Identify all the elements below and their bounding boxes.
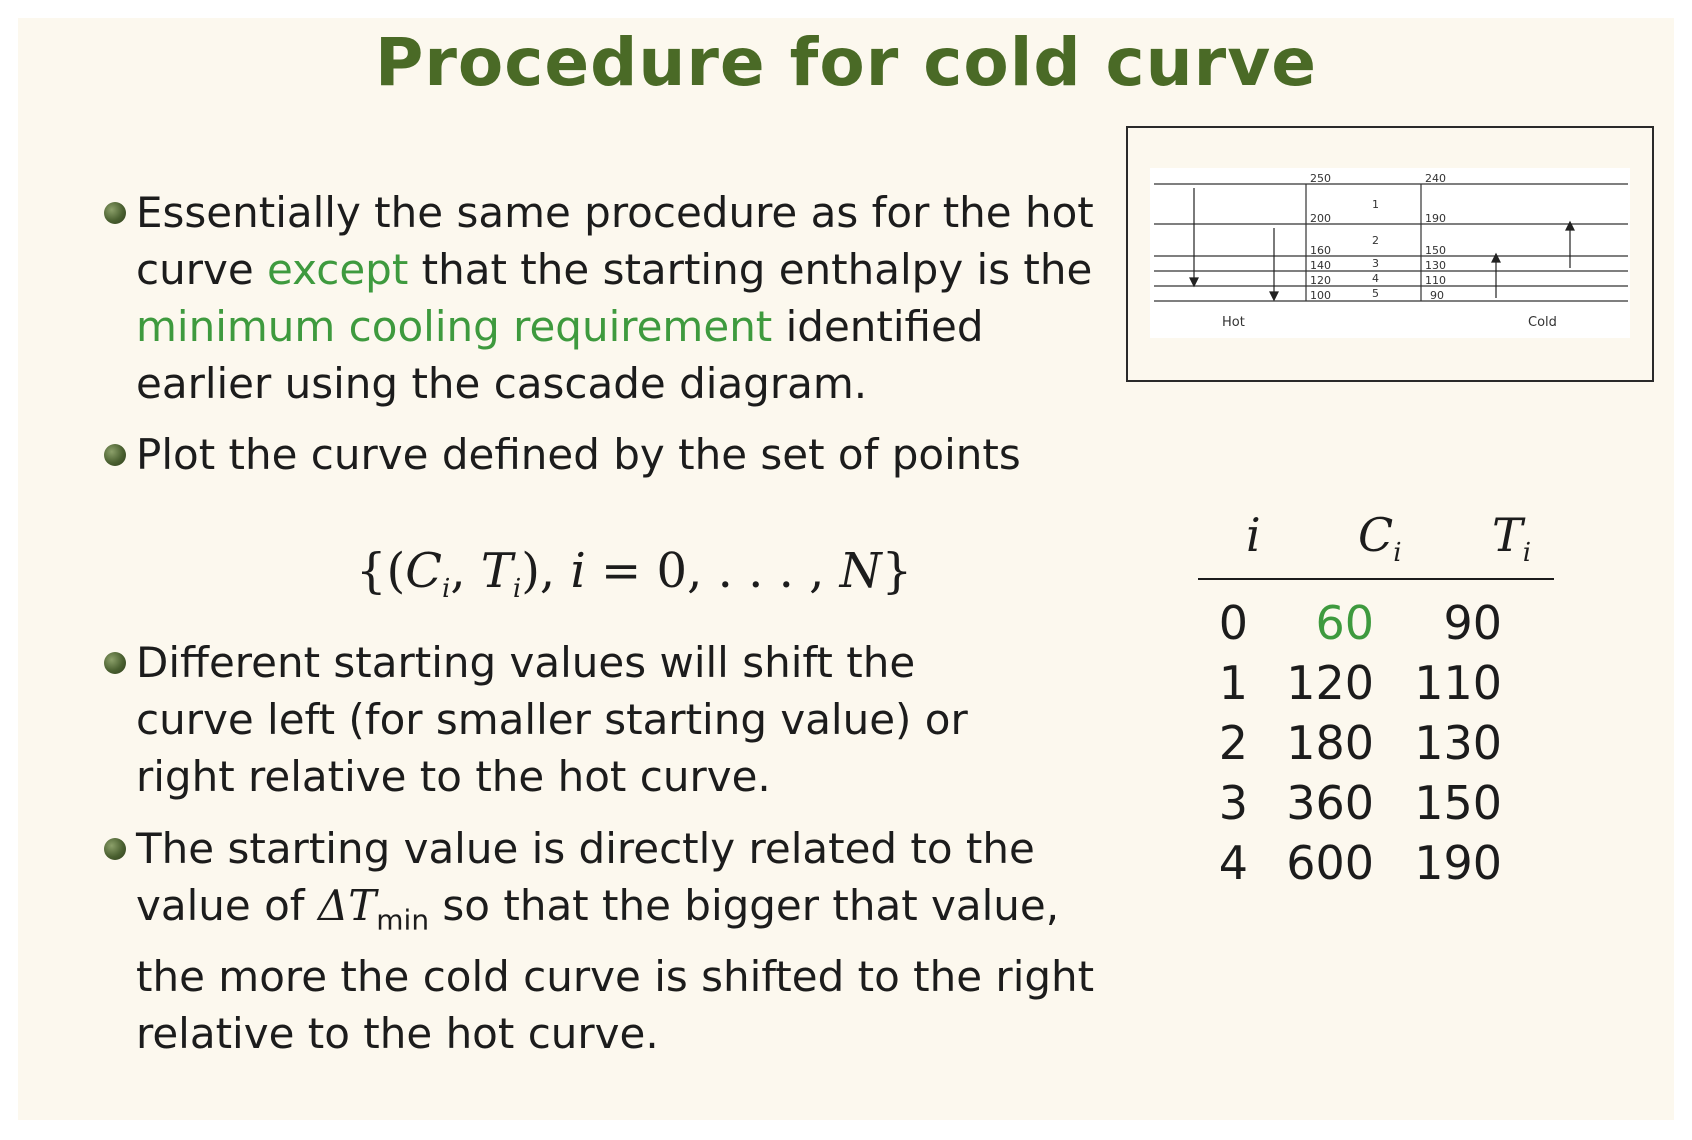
header-t-letter: T — [1492, 508, 1523, 562]
hot-temp-3: 140 — [1310, 259, 1331, 272]
bullet-2-text: Plot the curve defined by the set of points — [136, 430, 1021, 479]
cell-t: 190 — [1414, 836, 1502, 890]
interval-diagram — [1128, 128, 1652, 380]
cell-c: 360 — [1286, 776, 1374, 830]
formula-open: {( — [356, 543, 406, 599]
hot-temp-0: 250 — [1310, 172, 1331, 185]
cell-t: 150 — [1414, 776, 1502, 830]
cold-label: Cold — [1528, 315, 1557, 330]
bullet-4 — [136, 820, 1096, 1062]
interval-label-2: 2 — [1372, 234, 1379, 247]
hot-temp-5: 100 — [1310, 289, 1331, 302]
interval-label-5: 5 — [1372, 287, 1379, 300]
cell-c: 600 — [1286, 836, 1374, 890]
hot-temp-4: 120 — [1310, 274, 1331, 287]
slide-title: Procedure for cold curve — [374, 24, 1317, 101]
cell-c: 60 — [1315, 596, 1374, 650]
hot-temp-2: 160 — [1310, 244, 1331, 257]
header-c-letter: C — [1358, 508, 1394, 562]
header-c — [1358, 508, 1402, 568]
cell-i: 2 — [1218, 716, 1248, 770]
bullet-dot-icon — [104, 838, 126, 860]
bullet-dot-icon — [104, 202, 126, 224]
bullet-4-text-b: so that the bigger that value, the more the cold curve is shifted to the right relative to the hot curve. — [136, 881, 1095, 1059]
cell-c: 120 — [1286, 656, 1374, 710]
formula-close-pair: ), — [521, 543, 571, 599]
interval-label-1: 1 — [1372, 198, 1379, 211]
cold-temp-2: 150 — [1425, 244, 1446, 257]
bullet-4-text-a: The starting value is directly related to the value of — [136, 824, 1035, 930]
bullet-3-text: Different starting values will shift the curve left (for smaller starting value) or right relative to the hot curve. — [136, 638, 968, 801]
formula-i: i — [570, 543, 586, 599]
bullet-1-highlight-requirement: minimum cooling requirement — [136, 302, 773, 351]
bullet-2 — [136, 426, 1096, 483]
hot-label: Hot — [1222, 315, 1245, 330]
slide — [18, 18, 1674, 1120]
interval-label-3: 3 — [1372, 257, 1379, 270]
header-t — [1492, 508, 1531, 568]
cell-t: 110 — [1414, 656, 1502, 710]
bullet-1-highlight-except: except — [267, 245, 409, 294]
formula-n: N — [839, 543, 882, 599]
delta-t-subscript: min — [376, 903, 430, 937]
bullet-3 — [136, 634, 1036, 805]
cell-t: 130 — [1414, 716, 1502, 770]
formula-t: T — [480, 543, 513, 599]
formula-c: C — [405, 543, 442, 599]
bullet-1-text-b: that the starting enthalpy is the — [408, 245, 1093, 294]
cold-temp-3: 130 — [1425, 259, 1446, 272]
cold-temp-4: 110 — [1425, 274, 1446, 287]
formula-t-sub: i — [512, 574, 522, 604]
bullet-dot-icon — [104, 652, 126, 674]
formula-close: } — [881, 543, 913, 599]
cold-temp-1: 190 — [1425, 212, 1446, 225]
bullet-dot-icon — [104, 444, 126, 466]
cold-temp-0: 240 — [1425, 172, 1446, 185]
temperature-interval-figure — [1126, 126, 1654, 382]
cell-i: 1 — [1218, 656, 1248, 710]
formula-comma: , — [450, 543, 481, 599]
header-i: i — [1246, 508, 1261, 562]
cold-temp-5: 90 — [1430, 289, 1444, 302]
cell-t: 90 — [1443, 596, 1502, 650]
table-header-rule — [1198, 578, 1554, 580]
delta-t-symbol: ΔT — [317, 881, 377, 930]
cell-i: 0 — [1218, 596, 1248, 650]
hot-temp-1: 200 — [1310, 212, 1331, 225]
cell-i: 4 — [1218, 836, 1248, 890]
cell-i: 3 — [1218, 776, 1248, 830]
cell-c: 180 — [1286, 716, 1374, 770]
interval-label-4: 4 — [1372, 272, 1379, 285]
point-set-formula — [356, 543, 912, 604]
formula-rest: = 0, . . . , — [585, 543, 840, 599]
header-t-sub: i — [1522, 538, 1532, 568]
bullet-1-text-a: Essentially the same procedure as for the hot curve — [136, 188, 1094, 294]
header-c-sub: i — [1393, 538, 1402, 568]
bullet-1 — [136, 184, 1096, 412]
figure-panel — [1150, 168, 1630, 338]
formula-c-sub: i — [442, 574, 451, 604]
bullet-1-text-c: identified earlier using the cascade diagram. — [136, 302, 984, 408]
